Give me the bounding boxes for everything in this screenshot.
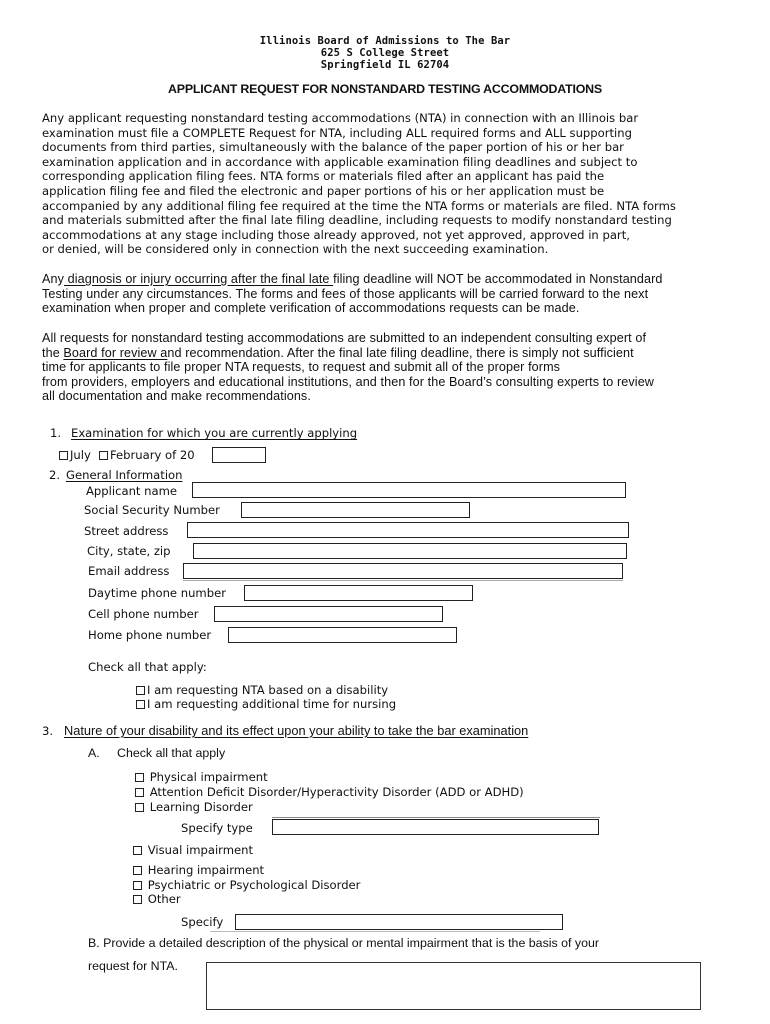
visual-impairment-checkbox[interactable]: [133, 846, 142, 855]
text: the: [42, 345, 64, 360]
physical-impairment-label: Physical impairment: [149, 770, 268, 784]
section-3a-heading: Check all that apply: [117, 746, 226, 760]
intro-p1-line: application filing fee and filed the electronic and paper portions of his or her application must be: [42, 183, 605, 198]
add-adhd-checkbox[interactable]: [135, 788, 144, 797]
intro-p1-line: corresponding application filing fees. NTA forms or materials filed after an applicant has paid the: [42, 169, 605, 184]
intro-p1-line: and materials submitted after the final late filing deadline, including requests to modify nonstandard testing: [42, 213, 672, 228]
visual-impairment-label: Visual impairment: [147, 843, 254, 857]
add-adhd-option[interactable]: [135, 785, 524, 799]
intro-p3-line: time for applicants to file proper NTA requests, to request and submit all of the proper forms: [42, 360, 561, 375]
street-address-label: Street address: [84, 524, 169, 538]
psychiatric-disorder-option[interactable]: [133, 878, 360, 892]
learning-disorder-checkbox[interactable]: [135, 803, 144, 812]
intro-p1-line: or denied, will be considered only in connection with the next succeeding examination.: [42, 242, 549, 257]
section-3a-label: A.: [88, 746, 100, 760]
underlined-text: Board for review a: [63, 345, 168, 360]
section-3-heading: Nature of your disability and its effect upon your ability to take the bar examination: [64, 723, 529, 738]
home-phone-label: Home phone number: [88, 628, 212, 642]
specify-type-label: Specify type: [181, 821, 253, 835]
physical-impairment-option[interactable]: [135, 770, 268, 784]
exam-year-input[interactable]: [212, 447, 266, 463]
hearing-impairment-checkbox[interactable]: [133, 866, 142, 875]
check-all-heading: Check all that apply:: [88, 660, 207, 674]
exam-option-july[interactable]: [59, 448, 91, 462]
hearing-impairment-label: Hearing impairment: [147, 863, 265, 877]
february-label: February of 20: [110, 448, 195, 462]
section-3b-prompt-cont: request for NTA.: [88, 959, 178, 973]
intro-p1-line: accompanied by any additional filing fee required at the time the NTA forms or materials are filed. NTA forms: [42, 198, 676, 213]
intro-paragraph-3: [42, 331, 770, 404]
nta-disability-checkbox[interactable]: [136, 686, 145, 695]
intro-p3-line: all documentation and make recommendations.: [42, 389, 311, 404]
text: nd recommendation. After the final late filing deadline, there is simply not sufficient: [167, 345, 634, 360]
specify-other-input[interactable]: [235, 914, 563, 930]
intro-p1-line: examination must file a COMPLETE Request for NTA, including ALL required forms and ALL supporting: [42, 125, 632, 140]
intro-p1-line: examination application and in accordance with applicable examination filing deadlines and subject to: [42, 154, 638, 169]
psychiatric-disorder-checkbox[interactable]: [133, 881, 142, 890]
other-checkbox[interactable]: [133, 895, 142, 904]
exam-option-february[interactable]: [99, 448, 195, 462]
org-street: 625 S College Street: [320, 47, 450, 59]
ssn-input[interactable]: [241, 502, 470, 518]
intro-p2-line: [42, 272, 770, 287]
text: filing deadline will NOT be accommodated in Nonstandard: [333, 272, 663, 286]
section-2-heading: General Information: [66, 468, 183, 482]
learning-disorder-option[interactable]: [135, 800, 253, 814]
other-label: Other: [147, 892, 181, 906]
july-checkbox[interactable]: [59, 451, 68, 460]
section-2-number: 2.: [49, 468, 61, 482]
divider-line: [210, 931, 540, 932]
intro-p3-line: All requests for nonstandard testing accommodations are submitted to an independent consulting expert of: [42, 331, 647, 345]
intro-p1-line: documents from third parties, simultaneously with the balance of the paper portion of his or her bar: [42, 140, 624, 155]
section-1-heading: Examination for which you are currently applying: [71, 426, 358, 440]
psychiatric-disorder-label: Psychiatric or Psychological Disorder: [147, 878, 361, 892]
add-adhd-label: Attention Deficit Disorder/Hyperactivity Disorder (ADD or ADHD): [149, 785, 524, 799]
intro-p1-line: accommodations at any stage including those already approved, not yet approved, approved in part,: [42, 227, 630, 242]
divider-line: [183, 580, 623, 581]
nursing-time-label: I am requesting additional time for nursing: [147, 697, 397, 711]
july-label: July: [70, 448, 91, 462]
visual-impairment-option[interactable]: [133, 843, 253, 857]
impairment-description-textarea[interactable]: [206, 962, 701, 1010]
intro-p3-line: from providers, employers and educational institutions, and then for the Board’s consulting experts to review: [42, 374, 654, 389]
intro-paragraph-2: [42, 272, 770, 316]
city-state-zip-input[interactable]: [193, 543, 627, 559]
org-city: Springfield IL 62704: [320, 59, 450, 71]
applicant-name-label: Applicant name: [86, 484, 178, 498]
org-name: Illinois Board of Admissions to The Bar: [259, 35, 511, 47]
intro-p2-line: Testing under any circumstances. The forms and fees of those applicants will be carried forward to the next: [42, 286, 649, 301]
other-option[interactable]: [133, 892, 181, 906]
page-title: APPLICANT REQUEST FOR NONSTANDARD TESTING ACCOMMODATIONS: [168, 82, 602, 96]
email-address-label: Email address: [88, 564, 170, 578]
nta-disability-option[interactable]: [136, 683, 388, 697]
nta-disability-label: I am requesting NTA based on a disability: [147, 683, 389, 697]
underlined-text: diagnosis or injury occurring after the final late: [64, 272, 334, 286]
nursing-time-checkbox[interactable]: [136, 700, 145, 709]
section-3b-prompt: B. Provide a detailed description of the physical or mental impairment that is the basis of your: [88, 936, 600, 950]
daytime-phone-input[interactable]: [244, 585, 473, 601]
learning-disorder-label: Learning Disorder: [149, 800, 253, 814]
cell-phone-input[interactable]: [214, 606, 443, 622]
february-checkbox[interactable]: [99, 451, 108, 460]
section-1-number: 1.: [50, 426, 62, 440]
text: Any: [42, 272, 65, 286]
divider-line: [272, 817, 600, 818]
city-state-zip-label: City, state, zip: [87, 544, 171, 558]
hearing-impairment-option[interactable]: [133, 863, 264, 877]
home-phone-input[interactable]: [228, 627, 457, 643]
specify-label: Specify: [181, 915, 224, 929]
intro-p2-line: examination when proper and complete verification of accommodations requests can be made.: [42, 301, 580, 316]
cell-phone-label: Cell phone number: [88, 607, 199, 621]
applicant-name-input[interactable]: [192, 482, 626, 498]
daytime-phone-label: Daytime phone number: [88, 586, 226, 600]
intro-p3-line: [42, 346, 770, 361]
email-address-input[interactable]: [183, 563, 623, 579]
section-3-number: 3.: [42, 724, 54, 738]
intro-p1-line: Any applicant requesting nonstandard testing accommodations (NTA) in connection with an Illinois bar: [42, 111, 639, 125]
specify-type-input[interactable]: [272, 819, 599, 835]
nursing-time-option[interactable]: [136, 697, 396, 711]
ssn-label: Social Security Number: [84, 503, 220, 517]
intro-paragraph-1: [42, 111, 770, 257]
street-address-input[interactable]: [187, 522, 629, 538]
physical-impairment-checkbox[interactable]: [135, 773, 144, 782]
